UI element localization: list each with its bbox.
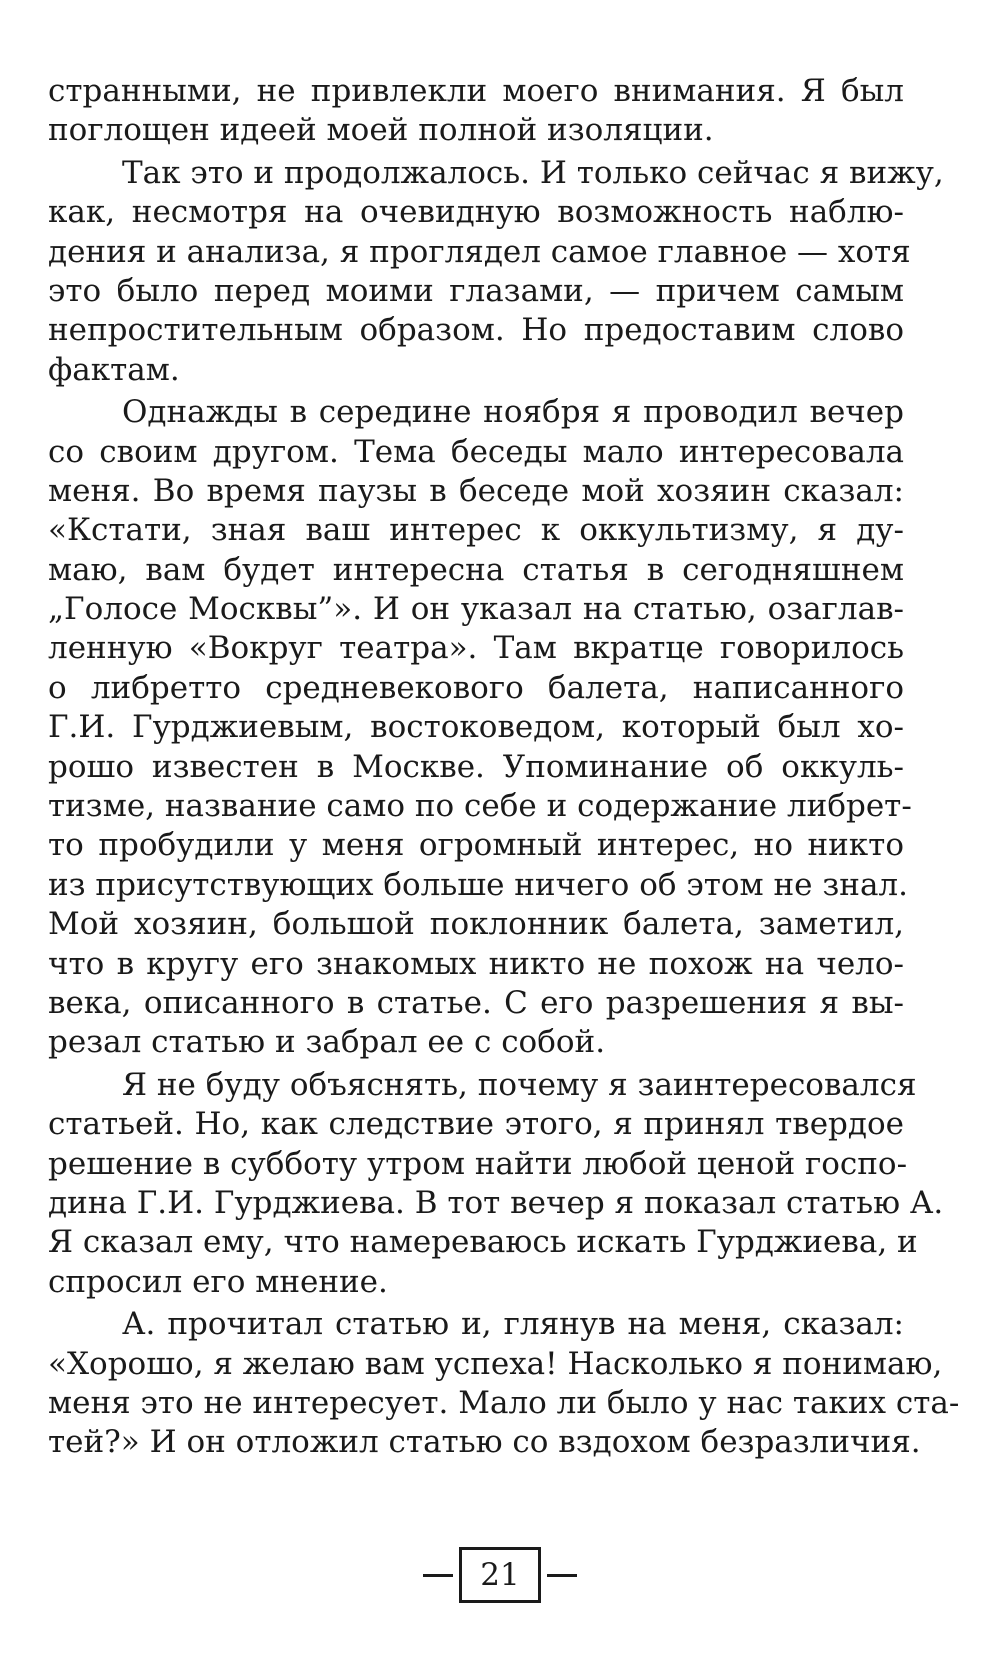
text-line: странными, не привлекли моего внимания. Я был bbox=[48, 73, 904, 109]
text-line: дения и анализа, я проглядел самое главное — хотя bbox=[48, 233, 911, 270]
text-line: Я не буду объяснять, почему я заинтересовался bbox=[122, 1066, 917, 1103]
page-footer bbox=[0, 1545, 1000, 1605]
text-line: то пробудили у меня огромный интерес, но никто bbox=[48, 827, 904, 864]
text-line: Однажды в середине ноября я проводил вечер bbox=[122, 394, 904, 431]
paragraph-2 bbox=[48, 154, 944, 390]
text-line: спросил его мнение. bbox=[48, 1263, 388, 1300]
text-line: „Голосе Москвы”». И он указал на статью, озаглав- bbox=[48, 591, 904, 628]
text-line: «Кстати, зная ваш интерес к оккультизму, я ду- bbox=[48, 512, 904, 549]
text-line: статьей. Но, как следствие этого, я принял твердое bbox=[48, 1106, 904, 1143]
text-line: непростительным образом. Но предоставим слово bbox=[48, 312, 904, 349]
left-dash bbox=[423, 1574, 453, 1577]
paragraph-1 bbox=[48, 72, 904, 151]
text-line: Так это и продолжалось. И только сейчас я вижу, bbox=[122, 154, 944, 191]
text-line: меня это не интересует. Мало ли было у нас таких ста- bbox=[48, 1384, 960, 1421]
text-line: Я сказал ему, что намереваюсь искать Гурджиева, и bbox=[48, 1224, 918, 1261]
text-line: поглощен идеей моей полной изоляции. bbox=[48, 112, 714, 149]
text-line: тей?» И он отложил статью со вздохом безразличия. bbox=[48, 1424, 921, 1461]
text-line: решение в субботу утром найти любой ценой госпо- bbox=[48, 1145, 908, 1182]
text-line: А. прочитал статью и, глянув на меня, сказал: bbox=[122, 1306, 904, 1343]
text-line: как, несмотря на очевидную возможность наблю- bbox=[48, 194, 904, 231]
text-line: маю, вам будет интересна статья в сегодняшнем bbox=[48, 551, 904, 588]
page-body bbox=[48, 72, 960, 1466]
text-line: «Хорошо, я желаю вам успеха! Насколько я понимаю, bbox=[48, 1345, 943, 1382]
page-number: 21 bbox=[459, 1547, 540, 1603]
text-line: рошо известен в Москве. Упоминание об оккуль- bbox=[48, 748, 904, 785]
paragraph-5 bbox=[48, 1305, 960, 1463]
text-line: это было перед моими глазами, — причем самым bbox=[48, 272, 904, 309]
text-line: дина Г.И. Гурджиева. В тот вечер я показал статью А. bbox=[48, 1184, 944, 1221]
text-line: Г.И. Гурджиевым, востоковедом, который был хо- bbox=[48, 709, 904, 746]
text-line: фактам. bbox=[48, 351, 180, 388]
right-dash bbox=[547, 1574, 577, 1577]
paragraph-4 bbox=[48, 1066, 944, 1302]
text-line: резал статью и забрал ее с собой. bbox=[48, 1024, 606, 1061]
text-line: ленную «Вокруг театра». Там вкратце говорилось bbox=[48, 630, 904, 667]
text-line: Мой хозяин, большой поклонник балета, заметил, bbox=[48, 906, 904, 943]
text-line: меня. Во время паузы в беседе мой хозяин сказал: bbox=[48, 472, 904, 509]
text-line: из присутствующих больше ничего об этом не знал. bbox=[48, 866, 908, 903]
text-line: со своим другом. Тема беседы мало интересовала bbox=[48, 433, 904, 470]
text-line: тизме, название само по себе и содержание либрет- bbox=[48, 788, 912, 825]
text-line: века, описанного в статье. С его разрешения я вы- bbox=[48, 984, 904, 1021]
paragraph-3 bbox=[48, 393, 912, 1063]
text-line: о либретто средневекового балета, написанного bbox=[48, 669, 904, 706]
text-line: что в кругу его знакомых никто не похож на чело- bbox=[48, 945, 904, 982]
